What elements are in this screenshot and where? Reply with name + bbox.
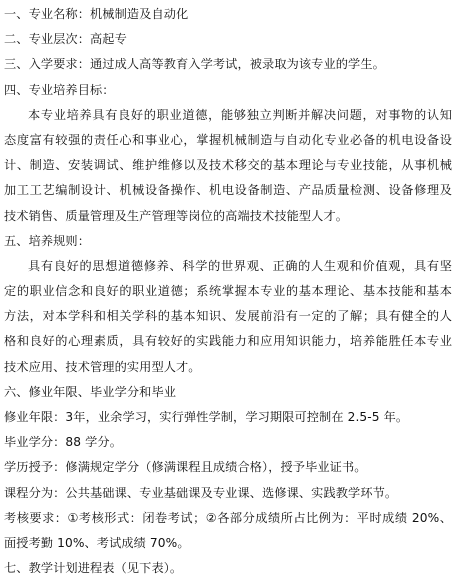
paragraph-line: 计、制造、安装调试、维护维修以及技术移交的基本理论与专业技能，从事机械 — [4, 158, 452, 173]
paragraph-line: 技术应用、技术管理的实用型人才。 — [4, 359, 201, 374]
item-course-types: 课程分为：公共基础课、专业基础课及专业课、选修课、实践教学环节。 — [4, 485, 398, 500]
item-admission: 三、入学要求：通过成人高等教育入学考试，被录取为该专业的学生。 — [4, 57, 385, 72]
heading-objective: 四、专业培养目标： — [4, 82, 115, 97]
paragraph-line: 技术销售、质量管理及生产管理等岗位的高端技术技能型人才。 — [4, 208, 349, 223]
paragraph-line: 格和良好的心理素质，具有较好的实践能力和应用知识能力，培养能胜任本专业 — [4, 334, 452, 349]
paragraph-objective — [4, 103, 452, 229]
paragraph-line: 方法，对本学科和相关学科的基本知识、发展前沿有一定的了解；具有健全的人 — [4, 309, 452, 324]
paragraph-line: 态度富有较强的责任心和事业心，掌握机械制造与自动化专业必备的机电设备设 — [4, 132, 452, 147]
paragraph-line: 定的职业信念和良好的职业道德；系统掌握本专业的基本理论、基本技能和基本 — [4, 284, 452, 299]
paragraph-rules — [4, 254, 452, 380]
item-degree-award: 学历授予：修满规定学分（修满课程且成绩合格），授予毕业证书。 — [4, 460, 367, 475]
item-study-duration: 修业年限：3年，业余学习，实行弹性学制，学习期限可控制在 2.5-5 年。 — [4, 410, 409, 424]
heading-rules: 五、培养规则： — [4, 233, 91, 248]
paragraph-line: 本专业培养具有良好的职业道德，能够独立判断并解决问题，对事物的认知 — [28, 107, 452, 122]
document-body — [4, 2, 452, 581]
item-graduation-credits: 毕业学分：88 学分。 — [4, 435, 122, 450]
item-assessment-cont: 面授考勤 10%、考试成绩 70%。 — [4, 535, 190, 550]
paragraph-line: 加工工艺编制设计、机械设备操作、机电设备制造、产品质量检测、设备修理及 — [4, 183, 452, 198]
heading-duration-credits: 六、修业年限、毕业学分和毕业 — [4, 384, 177, 399]
item-major-level: 二、专业层次：高起专 — [4, 32, 127, 47]
heading-teaching-plan: 七、教学计划进程表（见下表）。 — [4, 561, 183, 576]
paragraph-line: 具有良好的思想道德修养、科学的世界观、正确的人生观和价值观，具有坚 — [28, 258, 452, 273]
item-assessment: 考核要求：①考核形式：闭卷考试；②各部分成绩所占比例为：平时成绩 20%、 — [4, 510, 452, 525]
item-major-name: 一、专业名称：机械制造及自动化 — [4, 7, 189, 21]
